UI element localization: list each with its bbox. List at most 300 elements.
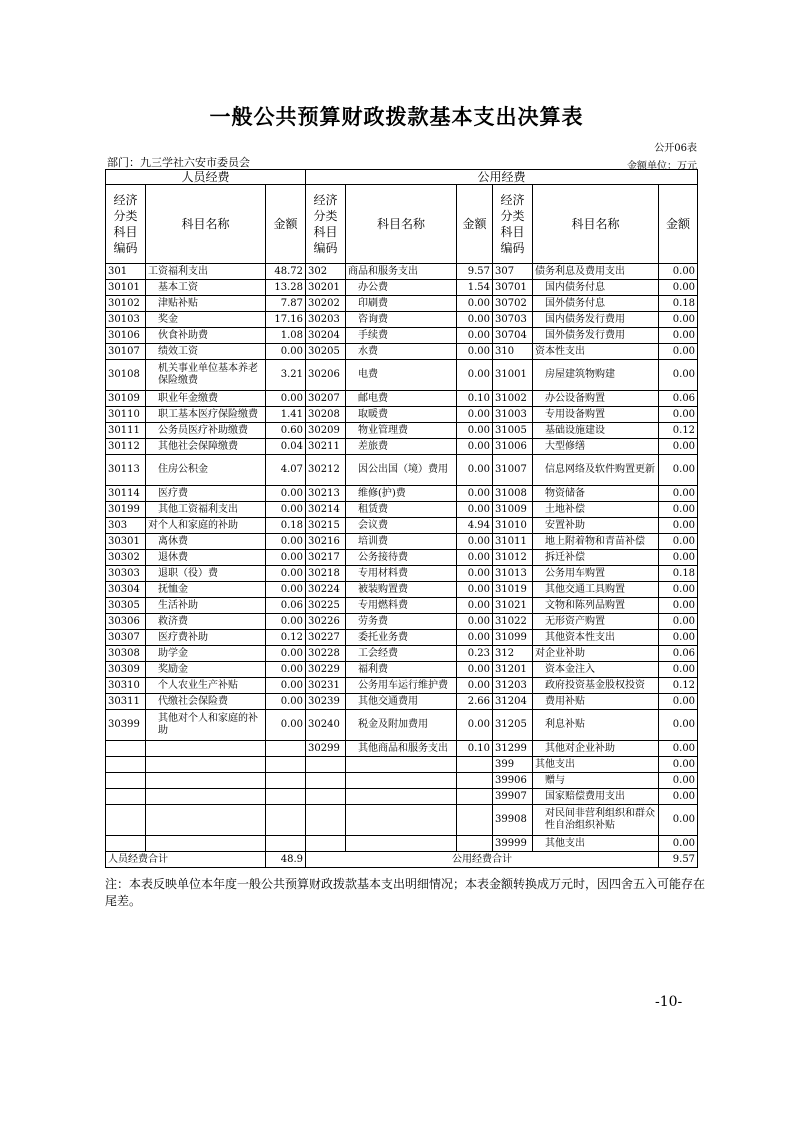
- cell-code: 30199: [106, 502, 146, 518]
- cell-name: 大型修缮: [533, 439, 659, 455]
- col-header-code: 经济分类科目编码: [306, 185, 346, 264]
- cell-code: 30309: [106, 662, 146, 678]
- cell-amount: 0.23: [457, 646, 493, 662]
- cell-name: 拆迁补偿: [533, 550, 659, 566]
- cell-amount: 0.00: [659, 741, 698, 757]
- table-row: [106, 486, 698, 502]
- table-row: [106, 391, 698, 407]
- cell-amount: [266, 805, 306, 836]
- cell-name: 助学金: [146, 646, 266, 662]
- cell-code: 30209: [306, 423, 346, 439]
- cell-name: 租赁费: [346, 502, 457, 518]
- form-number: 公开06表: [654, 143, 697, 154]
- table-row: [106, 678, 698, 694]
- cell-name: 培训费: [346, 534, 457, 550]
- table-row: [106, 502, 698, 518]
- cell-code: 30107: [106, 344, 146, 360]
- table-row: [106, 264, 698, 280]
- cell-name: [146, 773, 266, 789]
- public-group-header: 公用经费: [306, 170, 698, 185]
- cell-amount: 0.00: [266, 614, 306, 630]
- public-total-value: 9.57: [659, 852, 698, 868]
- cell-code: 31009: [493, 502, 533, 518]
- cell-name: 咨询费: [346, 312, 457, 328]
- cell-name: 土地补偿: [533, 502, 659, 518]
- cell-name: 其他交通费用: [346, 694, 457, 710]
- table-row: [106, 518, 698, 534]
- cell-amount: 0.12: [659, 423, 698, 439]
- cell-code: 30703: [493, 312, 533, 328]
- cell-name: 税金及附加费用: [346, 710, 457, 741]
- cell-name: 专用燃料费: [346, 598, 457, 614]
- cell-code: 30106: [106, 328, 146, 344]
- cell-amount: [457, 757, 493, 773]
- cell-name: 物资储备: [533, 486, 659, 502]
- cell-amount: 0.00: [659, 518, 698, 534]
- cell-code: 31022: [493, 614, 533, 630]
- cell-amount: 0.00: [659, 757, 698, 773]
- cell-code: 302: [306, 264, 346, 280]
- table-row: [106, 630, 698, 646]
- cell-name: 其他工资福利支出: [146, 502, 266, 518]
- cell-code: 30108: [106, 360, 146, 391]
- cell-name: 工会经费: [346, 646, 457, 662]
- cell-code: 30204: [306, 328, 346, 344]
- cell-name: 办公费: [346, 280, 457, 296]
- cell-code: 30399: [106, 710, 146, 741]
- cell-name: 会议费: [346, 518, 457, 534]
- cell-code: 30217: [306, 550, 346, 566]
- cell-amount: 0.04: [266, 439, 306, 455]
- cell-name: 其他支出: [533, 836, 659, 852]
- cell-code: 30228: [306, 646, 346, 662]
- cell-code: 30110: [106, 407, 146, 423]
- cell-amount: 0.00: [266, 582, 306, 598]
- cell-name: 退休费: [146, 550, 266, 566]
- cell-name: 国外债务付息: [533, 296, 659, 312]
- cell-code: [106, 773, 146, 789]
- cell-name: 抚恤金: [146, 582, 266, 598]
- cell-code: [306, 757, 346, 773]
- cell-name: 其他交通工具购置: [533, 582, 659, 598]
- table-row: [106, 836, 698, 852]
- cell-code: 31204: [493, 694, 533, 710]
- cell-code: 31003: [493, 407, 533, 423]
- table-row: [106, 280, 698, 296]
- cell-amount: 0.00: [457, 486, 493, 502]
- expenditure-table: [105, 169, 698, 868]
- cell-amount: [266, 741, 306, 757]
- cell-amount: 0.00: [659, 344, 698, 360]
- cell-amount: 0.06: [266, 598, 306, 614]
- cell-name: 被装购置费: [346, 582, 457, 598]
- cell-amount: 0.00: [266, 566, 306, 582]
- cell-amount: 0.00: [266, 486, 306, 502]
- cell-code: 30704: [493, 328, 533, 344]
- cell-name: 离休费: [146, 534, 266, 550]
- cell-name: 职业年金缴费: [146, 391, 266, 407]
- cell-code: 30112: [106, 439, 146, 455]
- cell-code: 30226: [306, 614, 346, 630]
- cell-name: [146, 789, 266, 805]
- cell-amount: 0.00: [659, 805, 698, 836]
- cell-code: 30206: [306, 360, 346, 391]
- department-label: 部门：九三学社六安市委员会: [107, 156, 250, 169]
- cell-name: 其他资本性支出: [533, 630, 659, 646]
- cell-name: 安置补助: [533, 518, 659, 534]
- cell-name: 费用补贴: [533, 694, 659, 710]
- cell-code: 310: [493, 344, 533, 360]
- cell-name: 医疗费补助: [146, 630, 266, 646]
- cell-code: 31007: [493, 455, 533, 486]
- cell-code: 30299: [306, 741, 346, 757]
- cell-name: 其他对个人和家庭的补助: [146, 710, 266, 741]
- cell-code: 301: [106, 264, 146, 280]
- cell-amount: 0.00: [457, 502, 493, 518]
- cell-name: [146, 741, 266, 757]
- table-row: [106, 455, 698, 486]
- cell-amount: 0.10: [457, 741, 493, 757]
- cell-name: 委托业务费: [346, 630, 457, 646]
- page-title: 一般公共预算财政拨款基本支出决算表: [209, 105, 584, 129]
- cell-name: 住房公积金: [146, 455, 266, 486]
- cell-code: 39999: [493, 836, 533, 852]
- cell-code: 30208: [306, 407, 346, 423]
- cell-code: 31005: [493, 423, 533, 439]
- cell-amount: 0.00: [659, 439, 698, 455]
- cell-code: 30308: [106, 646, 146, 662]
- cell-code: 31002: [493, 391, 533, 407]
- cell-amount: 13.28: [266, 280, 306, 296]
- cell-name: 利息补贴: [533, 710, 659, 741]
- cell-name: 对民间非营利组织和群众性自治组织补贴: [533, 805, 659, 836]
- cell-amount: [457, 836, 493, 852]
- cell-amount: 0.00: [457, 423, 493, 439]
- cell-name: 水费: [346, 344, 457, 360]
- cell-name: [146, 805, 266, 836]
- cell-code: 30311: [106, 694, 146, 710]
- cell-code: 30229: [306, 662, 346, 678]
- cell-amount: 2.66: [457, 694, 493, 710]
- cell-name: 政府投资基金股权投资: [533, 678, 659, 694]
- cell-code: [306, 805, 346, 836]
- cell-amount: 0.00: [266, 694, 306, 710]
- cell-amount: 0.00: [659, 789, 698, 805]
- cell-name: 国家赔偿费用支出: [533, 789, 659, 805]
- cell-name: 资本金注入: [533, 662, 659, 678]
- cell-amount: 0.00: [659, 662, 698, 678]
- cell-amount: 1.08: [266, 328, 306, 344]
- page-number: -10-: [655, 994, 683, 1010]
- cell-name: 公务用车购置: [533, 566, 659, 582]
- cell-amount: 0.00: [266, 344, 306, 360]
- cell-name: 取暖费: [346, 407, 457, 423]
- cell-code: 31201: [493, 662, 533, 678]
- cell-amount: 0.00: [659, 710, 698, 741]
- table-row: [106, 423, 698, 439]
- cell-amount: 0.00: [457, 328, 493, 344]
- cell-code: 30203: [306, 312, 346, 328]
- cell-amount: [457, 789, 493, 805]
- cell-amount: 0.00: [266, 662, 306, 678]
- cell-code: 30301: [106, 534, 146, 550]
- cell-name: 印刷费: [346, 296, 457, 312]
- cell-code: 30310: [106, 678, 146, 694]
- cell-amount: 0.00: [266, 534, 306, 550]
- cell-amount: 0.18: [266, 518, 306, 534]
- table-row: [106, 534, 698, 550]
- cell-amount: 1.41: [266, 407, 306, 423]
- cell-code: 31008: [493, 486, 533, 502]
- cell-amount: 0.00: [266, 502, 306, 518]
- cell-code: [306, 773, 346, 789]
- cell-name: 绩效工资: [146, 344, 266, 360]
- table-row: [106, 582, 698, 598]
- cell-amount: [266, 757, 306, 773]
- cell-name: 国内债务付息: [533, 280, 659, 296]
- cell-amount: 0.06: [659, 646, 698, 662]
- cell-amount: 0.00: [659, 598, 698, 614]
- cell-code: [106, 836, 146, 852]
- col-header-amount: 金额: [266, 185, 306, 264]
- cell-amount: 0.00: [457, 710, 493, 741]
- cell-name: 办公设备购置: [533, 391, 659, 407]
- amount-unit-label: 金额单位：万元: [627, 161, 697, 172]
- cell-amount: 0.60: [266, 423, 306, 439]
- cell-code: 30211: [306, 439, 346, 455]
- cell-code: 31203: [493, 678, 533, 694]
- cell-amount: 17.16: [266, 312, 306, 328]
- cell-name: 其他商品和服务支出: [346, 741, 457, 757]
- cell-code: 39906: [493, 773, 533, 789]
- cell-code: 30239: [306, 694, 346, 710]
- personnel-total-label: 人员经费合计: [106, 852, 266, 868]
- cell-amount: 0.00: [659, 550, 698, 566]
- cell-amount: 0.00: [457, 344, 493, 360]
- cell-name: 公务接待费: [346, 550, 457, 566]
- cell-name: 商品和服务支出: [346, 264, 457, 280]
- cell-amount: 0.00: [659, 486, 698, 502]
- table-row: [106, 789, 698, 805]
- cell-amount: 0.00: [457, 407, 493, 423]
- cell-amount: 0.00: [457, 550, 493, 566]
- table-row: [106, 741, 698, 757]
- cell-name: 文物和陈列品购置: [533, 598, 659, 614]
- cell-code: 30114: [106, 486, 146, 502]
- cell-amount: 0.00: [659, 360, 698, 391]
- cell-amount: 0.00: [659, 582, 698, 598]
- cell-amount: [457, 805, 493, 836]
- cell-amount: 0.00: [659, 502, 698, 518]
- cell-name: 退职（役）费: [146, 566, 266, 582]
- cell-amount: 0.00: [457, 360, 493, 391]
- cell-name: 维修(护)费: [346, 486, 457, 502]
- cell-code: 30216: [306, 534, 346, 550]
- col-header-code: 经济分类科目编码: [493, 185, 533, 264]
- cell-name: [346, 805, 457, 836]
- cell-name: [146, 836, 266, 852]
- table-row: [106, 773, 698, 789]
- table-row: [106, 328, 698, 344]
- cell-amount: 0.00: [659, 264, 698, 280]
- cell-code: 30218: [306, 566, 346, 582]
- cell-name: 工资福利支出: [146, 264, 266, 280]
- cell-name: 津贴补贴: [146, 296, 266, 312]
- cell-name: 伙食补助费: [146, 328, 266, 344]
- cell-code: 30306: [106, 614, 146, 630]
- cell-code: 30213: [306, 486, 346, 502]
- cell-code: [306, 836, 346, 852]
- table-row: [106, 805, 698, 836]
- cell-code: 30215: [306, 518, 346, 534]
- cell-name: [146, 757, 266, 773]
- cell-code: 399: [493, 757, 533, 773]
- cell-name: 因公出国（境）费用: [346, 455, 457, 486]
- cell-name: 救济费: [146, 614, 266, 630]
- col-header-name: 科目名称: [533, 185, 659, 264]
- cell-name: 奖金: [146, 312, 266, 328]
- table-row: [106, 694, 698, 710]
- cell-code: 30224: [306, 582, 346, 598]
- cell-name: 职工基本医疗保险缴费: [146, 407, 266, 423]
- cell-name: 对企业补助: [533, 646, 659, 662]
- table-row: [106, 344, 698, 360]
- cell-name: 奖励金: [146, 662, 266, 678]
- cell-amount: 0.00: [457, 582, 493, 598]
- cell-code: 30103: [106, 312, 146, 328]
- table-row: [106, 312, 698, 328]
- cell-code: 30102: [106, 296, 146, 312]
- cell-code: [306, 789, 346, 805]
- cell-name: 生活补助: [146, 598, 266, 614]
- cell-code: 31001: [493, 360, 533, 391]
- cell-amount: 0.00: [266, 678, 306, 694]
- cell-code: 31205: [493, 710, 533, 741]
- cell-amount: 0.00: [457, 678, 493, 694]
- cell-code: 31012: [493, 550, 533, 566]
- cell-amount: 0.00: [457, 296, 493, 312]
- cell-amount: 0.00: [457, 534, 493, 550]
- cell-name: 赠与: [533, 773, 659, 789]
- cell-amount: 0.00: [659, 328, 698, 344]
- cell-amount: 0.12: [266, 630, 306, 646]
- cell-code: 31021: [493, 598, 533, 614]
- cell-name: 邮电费: [346, 391, 457, 407]
- cell-code: 31011: [493, 534, 533, 550]
- cell-amount: 0.00: [659, 836, 698, 852]
- cell-name: 医疗费: [146, 486, 266, 502]
- cell-amount: 1.54: [457, 280, 493, 296]
- cell-name: 个人农业生产补贴: [146, 678, 266, 694]
- table-row: [106, 757, 698, 773]
- cell-amount: 0.00: [266, 646, 306, 662]
- cell-amount: 0.00: [457, 455, 493, 486]
- col-header-name: 科目名称: [346, 185, 457, 264]
- cell-amount: 0.00: [659, 534, 698, 550]
- table-row: [106, 710, 698, 741]
- table-row: [106, 296, 698, 312]
- cell-name: 其他对企业补助: [533, 741, 659, 757]
- col-header-amount: 金额: [457, 185, 493, 264]
- cell-amount: 4.07: [266, 455, 306, 486]
- cell-amount: 0.00: [659, 407, 698, 423]
- cell-amount: 0.00: [457, 598, 493, 614]
- cell-code: 30231: [306, 678, 346, 694]
- cell-name: 基本工资: [146, 280, 266, 296]
- cell-code: 30109: [106, 391, 146, 407]
- cell-amount: 48.72: [266, 264, 306, 280]
- cell-name: 无形资产购置: [533, 614, 659, 630]
- cell-name: 差旅费: [346, 439, 457, 455]
- cell-code: 30240: [306, 710, 346, 741]
- cell-code: 30307: [106, 630, 146, 646]
- cell-name: 资本性支出: [533, 344, 659, 360]
- cell-name: [346, 773, 457, 789]
- cell-code: [106, 757, 146, 773]
- footnote: 注：本表反映单位本年度一般公共预算财政拨款基本支出明细情况；本表金额转换成万元时，因四舍五入可能存在尾差。: [105, 877, 706, 908]
- cell-code: 31019: [493, 582, 533, 598]
- cell-amount: 0.00: [457, 662, 493, 678]
- cell-code: 30225: [306, 598, 346, 614]
- cell-name: 信息网络及软件购置更新: [533, 455, 659, 486]
- cell-amount: 0.00: [266, 391, 306, 407]
- table-row: [106, 550, 698, 566]
- cell-code: 39908: [493, 805, 533, 836]
- cell-name: 手续费: [346, 328, 457, 344]
- cell-amount: 0.00: [659, 614, 698, 630]
- cell-name: 基础设施建设: [533, 423, 659, 439]
- cell-amount: 0.00: [659, 773, 698, 789]
- cell-amount: 0.00: [659, 694, 698, 710]
- cell-amount: [266, 836, 306, 852]
- cell-name: 劳务费: [346, 614, 457, 630]
- cell-amount: 0.00: [266, 710, 306, 741]
- cell-name: 福利费: [346, 662, 457, 678]
- cell-amount: 0.00: [659, 280, 698, 296]
- cell-name: 代缴社会保险费: [146, 694, 266, 710]
- cell-name: [346, 789, 457, 805]
- cell-amount: 0.00: [659, 455, 698, 486]
- public-total-label: 公用经费合计: [306, 852, 659, 868]
- cell-amount: 3.21: [266, 360, 306, 391]
- cell-name: 其他支出: [533, 757, 659, 773]
- cell-amount: 0.00: [457, 614, 493, 630]
- cell-name: 国内债务发行费用: [533, 312, 659, 328]
- table-row: [106, 614, 698, 630]
- cell-code: 30113: [106, 455, 146, 486]
- cell-amount: 0.10: [457, 391, 493, 407]
- cell-amount: 0.00: [457, 312, 493, 328]
- cell-code: 30702: [493, 296, 533, 312]
- cell-amount: 0.00: [659, 630, 698, 646]
- cell-name: 机关事业单位基本养老保险缴费: [146, 360, 266, 391]
- cell-name: 其他社会保障缴费: [146, 439, 266, 455]
- cell-amount: [457, 773, 493, 789]
- cell-code: 30205: [306, 344, 346, 360]
- cell-amount: 0.18: [659, 566, 698, 582]
- cell-amount: 9.57: [457, 264, 493, 280]
- cell-code: [106, 789, 146, 805]
- cell-amount: 0.00: [457, 439, 493, 455]
- cell-amount: 0.00: [457, 630, 493, 646]
- cell-name: 物业管理费: [346, 423, 457, 439]
- cell-code: 30212: [306, 455, 346, 486]
- cell-code: 30214: [306, 502, 346, 518]
- cell-name: 对个人和家庭的补助: [146, 518, 266, 534]
- table-row: [106, 662, 698, 678]
- cell-amount: 0.06: [659, 391, 698, 407]
- cell-code: 30701: [493, 280, 533, 296]
